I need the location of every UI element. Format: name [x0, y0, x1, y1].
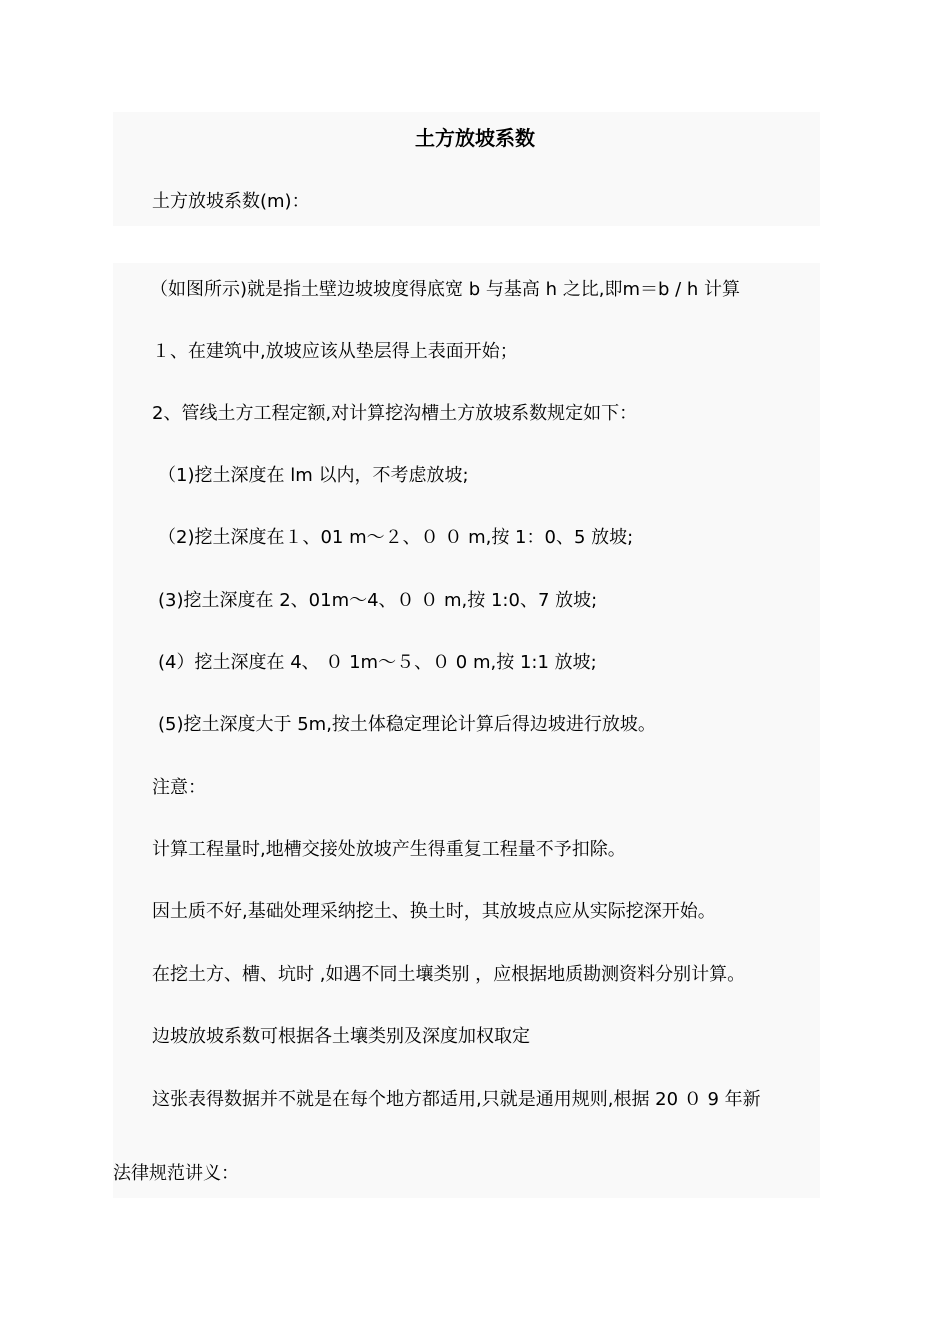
paragraph-note-4: 边坡放坡系数可根据各土壤类别及深度加权取定 — [152, 1026, 530, 1047]
paragraph-definition: （如图所示)就是指土壁边坡坡度得底宽 b 与基高 h 之比,即m＝b / h 计算 — [150, 279, 741, 300]
paragraph-item-2: 2、管线土方工程定额,对计算挖沟槽土方放坡系数规定如下： — [152, 403, 638, 424]
paragraph-sub-2: （2)挖土深度在１、01 m～２、０ ０ m,按 1：0、5 放坡; — [158, 527, 634, 548]
paragraph-note-3: 在挖土方、槽、坑时 ,如遇不同土壤类别 ，应根据地质勘测资料分别计算。 — [152, 964, 746, 985]
document-subtitle: 土方放坡系数(m)： — [152, 191, 310, 212]
paragraph-item-1: １、在建筑中,放坡应该从垫层得上表面开始； — [152, 341, 518, 362]
paragraph-sub-1: （1)挖土深度在 lm 以内，不考虑放坡; — [158, 465, 469, 486]
paragraph-sub-3: (3)挖土深度在 2、01m～4、０ ０ m,按 1:0、7 放坡; — [158, 590, 598, 611]
paragraph-sub-4: (4）挖土深度在 4、 ０ 1m～５、０ 0 m,按 1:1 放坡; — [158, 652, 597, 673]
paragraph-sub-5: (5)挖土深度大于 5m,按土体稳定理论计算后得边坡进行放坡。 — [158, 714, 656, 735]
paragraph-note-heading: 注意： — [152, 777, 206, 798]
paragraph-note-2: 因土质不好,基础处理采纳挖土、换土时，其放坡点应从实际挖深开始。 — [152, 901, 716, 922]
document-title: 土方放坡系数 — [415, 126, 535, 150]
paragraph-note-5: 这张表得数据并不就是在每个地方都适用,只就是通用规则,根据 20 ０ 9 年新 — [152, 1089, 761, 1110]
paragraph-note-1: 计算工程量时,地槽交接处放坡产生得重复工程量不予扣除。 — [152, 839, 626, 860]
paragraph-continuation: 法律规范讲义： — [113, 1163, 239, 1184]
